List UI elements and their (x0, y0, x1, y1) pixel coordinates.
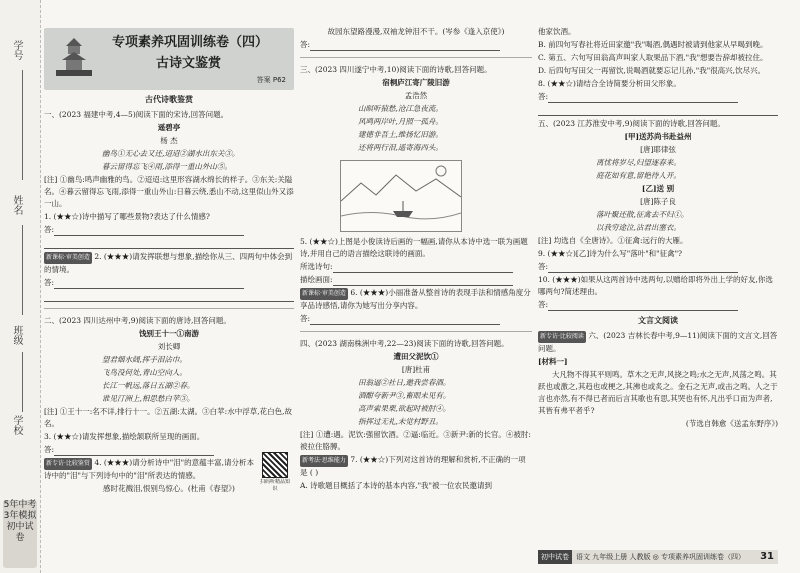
question-9: 9. (★★☆)[乙]诗为什么写"落叶"和"征禽"? (538, 249, 683, 258)
question-tag: 新专访·比较鉴赏 (44, 458, 92, 470)
question-1: 1. (★★☆)诗中描写了哪些景物?表达了什么情感? (44, 212, 210, 221)
answer-line[interactable] (333, 263, 513, 273)
answer-label: 答: (538, 262, 549, 271)
choice-a-continued: 他家饮酒。 (538, 27, 576, 36)
question-tag: 新课标·审美创造 (300, 288, 348, 300)
poem-line: 田翁逼②社日,邀我尝春酒。 (358, 378, 451, 387)
divider-line (22, 225, 23, 315)
question-3: 3. (★★☆)请发挥想象,描绘颔联所呈现的画面。 (44, 432, 205, 441)
poem-title: 饯别王十一①南游 (139, 329, 199, 338)
landscape-illustration (341, 161, 461, 231)
choice-a[interactable]: A. 诗歌题目概括了本诗的基本内容,"我"被一位农民邀请到 (300, 481, 492, 490)
answer-label: 答: (44, 225, 55, 234)
poem-note: [注] 均选自《全唐诗》。①征禽:远行的大雁。 (538, 236, 688, 245)
poem-title: [甲]送苏尚书赴益州 (624, 132, 692, 141)
answer-label: 答: (538, 300, 549, 309)
quote-line: 感时花溅泪,恨别鸟惊心。(杜甫《春望》) (103, 484, 235, 493)
poem-line: 望君烟水阔,挥手泪沾巾。 (102, 355, 187, 364)
question-intro: 二、(2023 四川达州中考,9)阅读下面的唐诗,回答问题。 (44, 316, 231, 325)
answer-line[interactable] (44, 237, 294, 249)
answer-line[interactable] (310, 315, 500, 325)
poem-title: [乙]送 别 (641, 184, 675, 193)
class-label: 班级 (11, 325, 22, 345)
question-2: 2. (★★★)请发挥联想与想象,描绘你从三、四两句中体会到的情境。 (44, 252, 293, 274)
poem-line: 酒酣夸新尹③,畜眼未见有。 (358, 391, 451, 400)
question-intro: 四、(2023 湖南株洲中考,22—23)阅读下面的诗歌,回答问题。 (300, 339, 509, 348)
divider-line (22, 70, 23, 180)
answer-label: 答: (44, 278, 55, 287)
poem-line: 暮云留得忘飞④雨,添得一重山外山⑤。 (102, 162, 232, 171)
answer-line[interactable] (54, 446, 214, 456)
choice-b[interactable]: B. 前四句写春社将近田家邀"我"喝酒,偶遇时被请到他家从早喝到晚。 (538, 40, 768, 49)
divider-line (22, 352, 23, 412)
answer-line[interactable] (333, 276, 513, 286)
text-source: (节选自韩愈《送孟东野序》) (685, 419, 778, 428)
school-label: 学校 (11, 415, 22, 435)
poem-line: 风鸣两岸叶,月照一孤舟。 (358, 117, 443, 126)
question-10: 10. (★★★)如果从这两首诗中选两句,以赠给即将外出上学的好友,你选哪两句?简述理由。 (538, 275, 773, 296)
question-tag: 新专访·比较阅读 (538, 331, 586, 343)
classical-text: 大凡物不得其平则鸣。草木之无声,风挠之鸣;水之无声,风荡之鸣。其跃也或激之,其趋也或梗之,其沸也或炙之。金石之无声,或击之鸣。人之于言也亦然,有不得已者而后言其歌也有思,其哭也有怀,凡出乎口而为声者,其皆有弗平者乎? (538, 370, 778, 415)
question-intro: 三、(2023 四川遂宁中考,10)阅读下面的诗歌,回答问题。 (300, 65, 492, 74)
poem-note: [注] ①遭:遇。泥饮:强留饮酒。②逼:临近。③新尹:新的长官。④被肘:被拉住胳膊。 (300, 430, 531, 451)
question-4: 4. (★★★)请分析诗中"泪"的意蕴丰富,请分析本诗中的"泪"与下列诗句中的"泪"所表达的情感。 (44, 458, 254, 480)
question-intro: 六、(2023 吉林长春中考,9—11)阅读下面的文言文,回答问题。 (538, 331, 778, 353)
poem-note: [注] ①王十一:名不详,排行十一。②五湖:太湖。③白苹:水中浮草,花白色,故名。 (44, 407, 292, 428)
choice-c[interactable]: C. 第五、六句写田翁高声叫家人取果品下酒,"我"想要告辞却被拉住。 (538, 53, 768, 62)
page-footer (538, 550, 778, 564)
answer-line[interactable] (548, 263, 738, 273)
title-banner (44, 28, 294, 90)
page-number: 31 (760, 551, 774, 562)
section-heading: 古代诗歌鉴赏 (145, 95, 193, 104)
poem-line: 飞鸟没何处,青山空向人。 (102, 368, 187, 377)
material-label: [材料一] (538, 357, 568, 366)
poem-line: 幽鸟①无心去又还,迢迢②湖水出东关③。 (102, 149, 240, 158)
answer-label: 答: (44, 445, 55, 454)
poem-line: 还将两行泪,遥寄海西头。 (358, 143, 443, 152)
brand-logo: 5年中考3年模拟 初中试卷 (3, 500, 37, 568)
student-id-label: 学号 (11, 40, 22, 60)
question-intro: 一、(2023 福建中考,4—5)阅读下面的宋诗,回答问题。 (44, 110, 229, 119)
answer-label: 答: (300, 314, 311, 323)
answer-line[interactable] (54, 279, 244, 289)
answer-line[interactable] (548, 301, 738, 311)
poem-line: 落叶聚还散,征禽去不归①。 (596, 210, 689, 219)
poem-title: 宿桐庐江寄广陵旧游 (382, 78, 450, 87)
footer-text: 语文 九年级上册 人教版 ◎ 专项素养巩固训练卷（四） (576, 553, 746, 561)
name-label: 姓名 (11, 195, 22, 215)
fill-label: 所选诗句: (300, 262, 333, 271)
answer-label: 答: (538, 92, 549, 101)
question-5: 5. (★★☆)上图是小俊读诗后画的一幅画,请你从本诗中选一联为画题诗,并用自己的语言描绘这联诗的画面。 (300, 237, 528, 258)
question-6: 6. (★★★)小丽准备从整首诗的表现手法和情感角度分享品诗感悟,请你为她写出分享内容。 (300, 288, 531, 310)
qr-caption: 扫码听精品知识 (259, 479, 290, 492)
answer-line[interactable] (54, 226, 244, 236)
poem-note: [注] ①幽鸟:鸣声幽雅的鸟。②迢迢:这里形容湖水绵长的样子。③东关:关隘名。④暮云留得忘飞雨,添得一重山外山:日暮云绕,悉山不动,这里似山外又添一山。 (44, 175, 294, 208)
fill-label: 描绘画面: (300, 275, 333, 284)
poem-author: [唐]杜甫 (401, 365, 431, 374)
poem-title: 遥碧亭 (157, 123, 181, 132)
section-heading: 文言文阅读 (638, 316, 678, 325)
question-7: 7. (★★☆)下列对这首诗的理解和赏析,不正确的一项是 ( ) (300, 455, 526, 477)
poem-line: 庭花如有意,留艳待人开。 (596, 171, 681, 180)
answer-line[interactable] (44, 290, 294, 302)
poem-title: 遭田父泥饮① (393, 352, 439, 361)
question-tag: 新课标·审美创造 (44, 252, 92, 264)
column-2 (300, 0, 532, 573)
poem-line: 山暝听猿愁,沧江急夜流。 (358, 104, 443, 113)
poem-line: 高声索果栗,欲起时被肘④。 (358, 404, 451, 413)
illustration-river-boat (340, 160, 462, 232)
answer-line[interactable] (310, 41, 500, 51)
question-intro: 五、(2023 江苏淮安中考,9)阅读下面的诗歌,回答问题。 (538, 119, 725, 128)
answer-reference: 答案 P62 (256, 76, 286, 84)
poem-line: 建德非吾土,维扬忆旧游。 (358, 130, 443, 139)
poem-author: 刘长卿 (157, 342, 181, 351)
poem-author: 杨 杰 (160, 136, 178, 145)
quote-line: 故园东望路漫漫,双袖龙钟泪不干。(岑参《逢入京使》) (327, 27, 505, 36)
poem-line: 离忧将岁尽,归望逐春来。 (596, 158, 681, 167)
divider (44, 308, 294, 309)
poem-author: [唐]耶律弦 (640, 145, 676, 154)
column-1 (44, 0, 294, 573)
poem-line: 谁见汀洲上,相思愁白苹③。 (102, 394, 195, 403)
divider (300, 331, 532, 332)
answer-line[interactable] (538, 104, 778, 116)
qr-code[interactable] (262, 452, 288, 478)
question-8: 8. (★★☆)请结合全诗简要分析田父形象。 (538, 79, 681, 88)
choice-d[interactable]: D. 后四句写田父一再留饮,说喝酒就要忘记儿孙,"我"很高兴,饮尽兴。 (538, 66, 766, 75)
banner-title: 专项素养巩固训练卷（四） (112, 35, 269, 50)
footer-badge: 初中试卷 (538, 550, 572, 564)
banner-subtitle: 古诗文鉴赏 (156, 56, 222, 71)
divider (300, 57, 532, 58)
answer-line[interactable] (548, 93, 738, 103)
answer-label: 答: (300, 40, 311, 49)
pagoda-icon (52, 36, 96, 82)
question-tag: 新考法·思维能力 (300, 455, 348, 467)
poem-line: 以我穷途泣,沾君出塞衣。 (596, 223, 681, 232)
poem-line: 长江一帆远,落日五湖②春。 (102, 381, 195, 390)
binding-margin (0, 0, 41, 573)
column-3 (538, 0, 778, 573)
poem-author: 孟浩然 (404, 91, 428, 100)
poem-author: [唐]陈子良 (640, 197, 676, 206)
poem-line: 指挥过无礼,未觉村野丑。 (358, 417, 443, 426)
